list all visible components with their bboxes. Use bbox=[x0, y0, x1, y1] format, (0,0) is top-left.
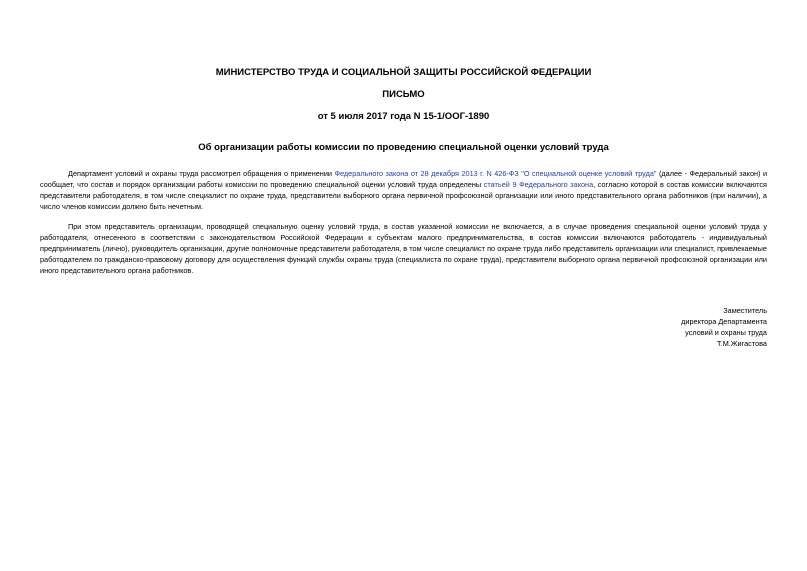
signature-name: Т.М.Жигастова bbox=[717, 339, 767, 348]
document-date-number: от 5 июля 2017 года N 15-1/ООГ-1890 bbox=[317, 111, 490, 122]
signature-position: Заместитель bbox=[723, 306, 767, 315]
document-type: ПИСЬМО bbox=[382, 89, 425, 100]
ministry-heading: МИНИСТЕРСТВО ТРУДА И СОЦИАЛЬНОЙ ЗАЩИТЫ РОССИЙСКОЙ ФЕДЕРАЦИИ bbox=[215, 67, 592, 78]
body-paragraph-1 bbox=[40, 168, 767, 212]
document-subject: Об организации работы комиссии по проведению специальной оценки условий труда bbox=[198, 142, 609, 153]
signature-department-name: условий и охраны труда bbox=[685, 328, 767, 337]
paragraph-1-text-2: (далее - Федеральный закон) и сообщает, что состав и порядок организации работы комиссии по проведению специальной оценки условий труда определены bbox=[40, 169, 768, 190]
article-9-link[interactable]: статьей 9 Федерального закона bbox=[483, 180, 594, 190]
signature-department: директора Департамента bbox=[681, 317, 767, 326]
signature-block bbox=[681, 305, 767, 349]
federal-law-426-link[interactable]: Федерального закона от 28 декабря 2013 г. N 426-ФЗ "О специальной оценке условий труда" bbox=[334, 169, 657, 178]
paragraph-1-text-3: , согласно которой в состав комиссии включаются представители работодателя, в том числе специалист по охране труда, представители выборного органа первичной профсоюзной организации или иного представительного органа работников (при наличии), а число членов комиссии должно быть нечетным. bbox=[40, 180, 767, 212]
paragraph-1-text-1: Департамент условий и охраны труда рассмотрел обращения о применении bbox=[68, 169, 335, 178]
body-paragraph-2: При этом представитель организации, проводящей специальную оценку условий труда, в состав указанной комиссии не включается, а в случае проведения специальной оценки условий труда у работодателя, отнесенного в соответствии с законодательством Российской Федерации к субъектам малого предпринимательства, в состав комиссии включаются работодатель - индивидуальный предприниматель (лично), руководитель организации, другие полномочные представители работодателя, в том числе специалист по охране труда либо представитель организации или специалист, привлекаемые работодателем по гражданско-правовому договору для осуществления функций службы охраны труда (специалиста по охране труда), представители выборного органа первичной профсоюзной организации или иного представительного органа работников. bbox=[40, 222, 767, 276]
document-page bbox=[40, 0, 767, 571]
